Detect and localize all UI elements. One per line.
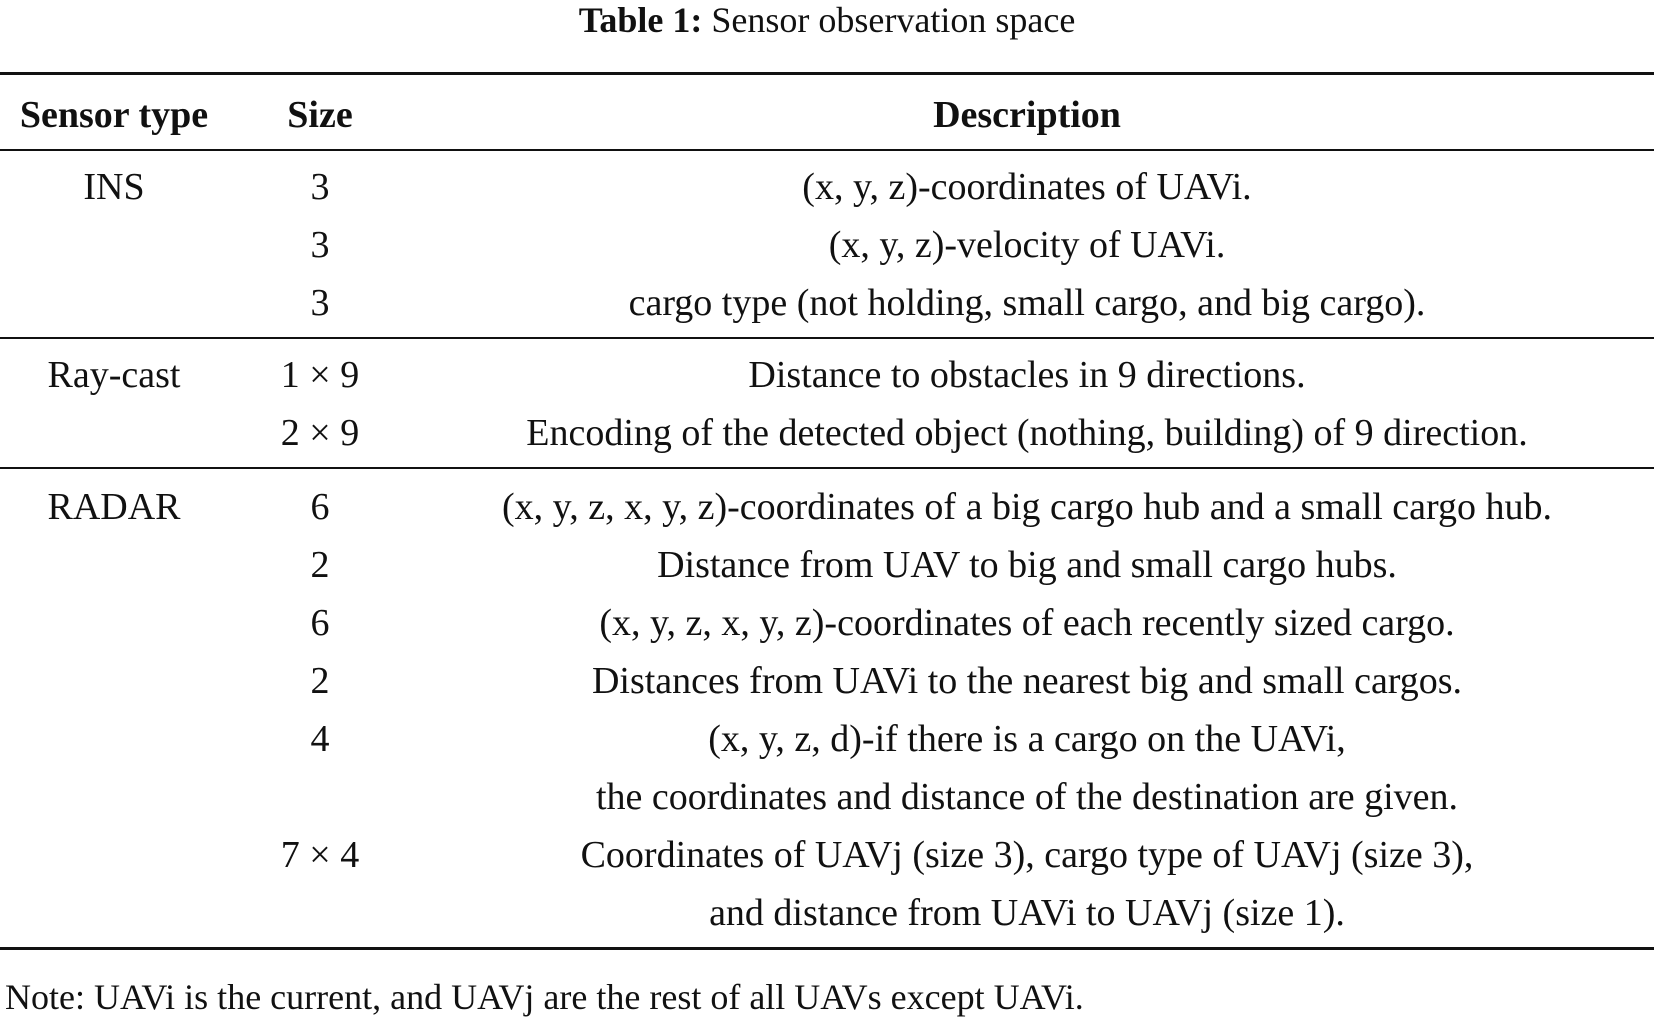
caption-text: Sensor observation space — [711, 0, 1076, 40]
header-description: Description — [933, 94, 1121, 136]
size-cell: 2 × 9 — [280, 412, 360, 454]
description-cell-continued: and distance from UAVi to UAVj (size 1). — [709, 892, 1345, 934]
description-cell: (x, y, z, x, y, z)-coordinates of a big cargo hub and a small cargo hub. — [502, 486, 1552, 528]
description-cell: cargo type (not holding, small cargo, and big cargo). — [628, 282, 1426, 324]
size-cell: 2 — [310, 544, 330, 586]
size-cell: 6 — [310, 602, 330, 644]
size-cell: 2 — [310, 660, 330, 702]
size-cell: 1 × 9 — [280, 354, 360, 396]
sensor-type-cell: INS — [83, 166, 145, 208]
description-cell: Encoding of the detected object (nothing, building) of 9 direction. — [526, 412, 1528, 454]
header-sensor-type: Sensor type — [19, 94, 209, 136]
caption-label: Table 1: — [578, 0, 703, 40]
description-cell: (x, y, z)-velocity of UAVi. — [828, 224, 1226, 266]
description-cell: (x, y, z, d)-if there is a cargo on the UAVi, — [708, 718, 1346, 760]
description-cell: Distance to obstacles in 9 directions. — [748, 354, 1306, 396]
group-rule — [0, 467, 1654, 469]
table-note: Note: UAVi is the current, and UAVj are the rest of all UAVs except UAVi. — [5, 977, 1084, 1017]
group-rule — [0, 337, 1654, 339]
top-rule — [0, 72, 1654, 75]
size-cell: 4 — [310, 718, 330, 760]
size-cell: 3 — [310, 282, 330, 324]
size-cell: 3 — [310, 224, 330, 266]
table-caption — [0, 0, 1654, 44]
description-cell: (x, y, z, x, y, z)-coordinates of each recently sized cargo. — [599, 602, 1455, 644]
description-cell: Coordinates of UAVj (size 3), cargo type of UAVj (size 3), — [580, 834, 1474, 876]
size-cell: 7 × 4 — [280, 834, 360, 876]
description-cell-continued: the coordinates and distance of the destination are given. — [595, 776, 1459, 818]
description-cell: (x, y, z)-coordinates of UAVi. — [802, 166, 1252, 208]
description-cell: Distance from UAV to big and small cargo hubs. — [657, 544, 1397, 586]
header-size: Size — [287, 94, 353, 136]
bottom-rule — [0, 947, 1654, 950]
sensor-type-cell: Ray-cast — [47, 354, 181, 396]
description-cell: Distances from UAVi to the nearest big and small cargos. — [591, 660, 1463, 702]
sensor-type-cell: RADAR — [47, 486, 181, 528]
size-cell: 6 — [310, 486, 330, 528]
header-rule — [0, 149, 1654, 151]
size-cell: 3 — [310, 166, 330, 208]
